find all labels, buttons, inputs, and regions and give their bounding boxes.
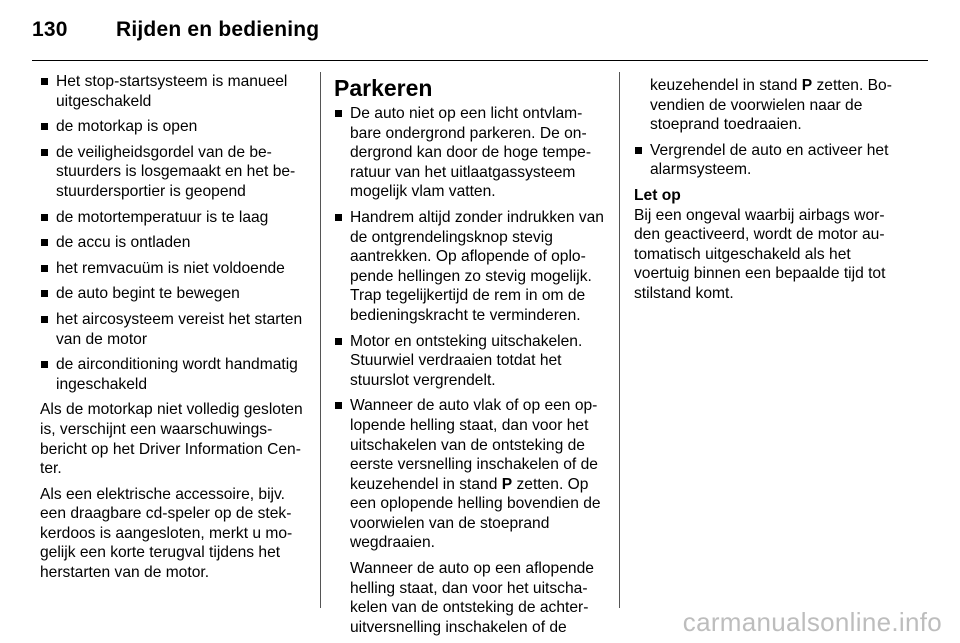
page-title: Rijden en bediening xyxy=(116,18,320,41)
continued-text-part: zetten. Bovendien de voorwielen naar de stoeprand toedraaien. xyxy=(650,77,892,134)
page-header xyxy=(32,18,319,48)
list-item: de airconditioning wordt handmatig ingeschakeld xyxy=(40,355,308,394)
condition-list xyxy=(40,72,308,394)
list-item: Het stop-startsysteem is manueel uitgeschakeld xyxy=(40,72,308,111)
continued-text-part: keuzehendel in stand xyxy=(650,77,802,94)
list-item: Motor en ontsteking uitschakelen. Stuurwiel verdraaien totdat het stuurslot vergrendelt. xyxy=(334,332,604,391)
gear-p-label: P xyxy=(801,77,813,94)
list-item: de motortemperatuur is te laag xyxy=(40,208,308,228)
list-item-subparagraph: Wanneer de auto op een aflopende helling staat, dan voor het uitschakelen van de ontsteking de achteruitversnelling inschakelen of de xyxy=(350,560,594,636)
note-text: Bij een ongeval waarbij airbags worden geactiveerd, wordt de motor automatisch uitgeschakeld als het voertuig binnen een bepaalde tijd tot stilstand komt. xyxy=(634,206,886,302)
list-item: de accu is ontladen xyxy=(40,233,308,253)
list-item: De auto niet op een licht ontvlambare ondergrond parkeren. De ondergrond kan door de hoge temperatuur van het uitlaatgassysteem mogelijk vlam vatten. xyxy=(334,104,604,202)
column-3 xyxy=(634,76,904,310)
note-box xyxy=(634,186,904,304)
list-item: Vergrendel de auto en activeer het alarmsysteem. xyxy=(634,141,904,180)
gear-p-label: P xyxy=(501,475,513,493)
column-2 xyxy=(334,76,604,643)
column-1 xyxy=(40,72,308,589)
column-divider-1 xyxy=(320,72,321,608)
parking-list-continued xyxy=(634,141,904,180)
list-item-text: Wanneer de auto vlak of op een oplopende helling staat, dan voor het uitschakelen van de ontsteking de eerste versnelling inschakelen of de keuzehendel in stand xyxy=(350,397,598,493)
list-item: het aircosysteem vereist het starten van de motor xyxy=(40,310,308,349)
page-number: 130 xyxy=(32,18,68,41)
list-item: Handrem altijd zonder indrukken van de ontgrendelingsknop stevig aantrekken. Op aflopende of oplopende hellingen zo stevig mogelijk. Trap tegelijkertijd de rem in om de bedieningskracht te verminderen. xyxy=(334,208,604,326)
section-heading-parkeren: Parkeren xyxy=(334,75,433,101)
parking-list xyxy=(334,104,604,637)
list-item: de veiligheidsgordel van de bestuurders is losgemaakt en het bestuurdersportier is geopend xyxy=(40,143,308,202)
paragraph-hood-warning: Als de motorkap niet volledig gesloten is, verschijnt een waarschuwingsbericht op het Driver Information Center. xyxy=(40,401,303,478)
list-item-text: zetten. Op een oplopende helling bovendien de voorwielen van de stoeprand wegdraaien. xyxy=(350,475,601,552)
note-heading: Let op xyxy=(634,186,681,204)
header-rule xyxy=(32,60,928,61)
list-item: het remvacuüm is niet voldoende xyxy=(40,259,308,279)
list-item: de motorkap is open xyxy=(40,117,308,137)
list-item xyxy=(334,396,604,637)
column-divider-2 xyxy=(619,72,620,608)
watermark: carmanualsonline.info xyxy=(682,607,942,637)
continued-text xyxy=(634,76,904,135)
list-item: de auto begint te bewegen xyxy=(40,284,308,304)
paragraph-accessory: Als een elektrische accessoire, bijv. een draagbare cd-speler op de stekkerdoos is aangesloten, merkt u mogelijk een korte terugval tijdens het herstarten van de motor. xyxy=(40,485,293,582)
